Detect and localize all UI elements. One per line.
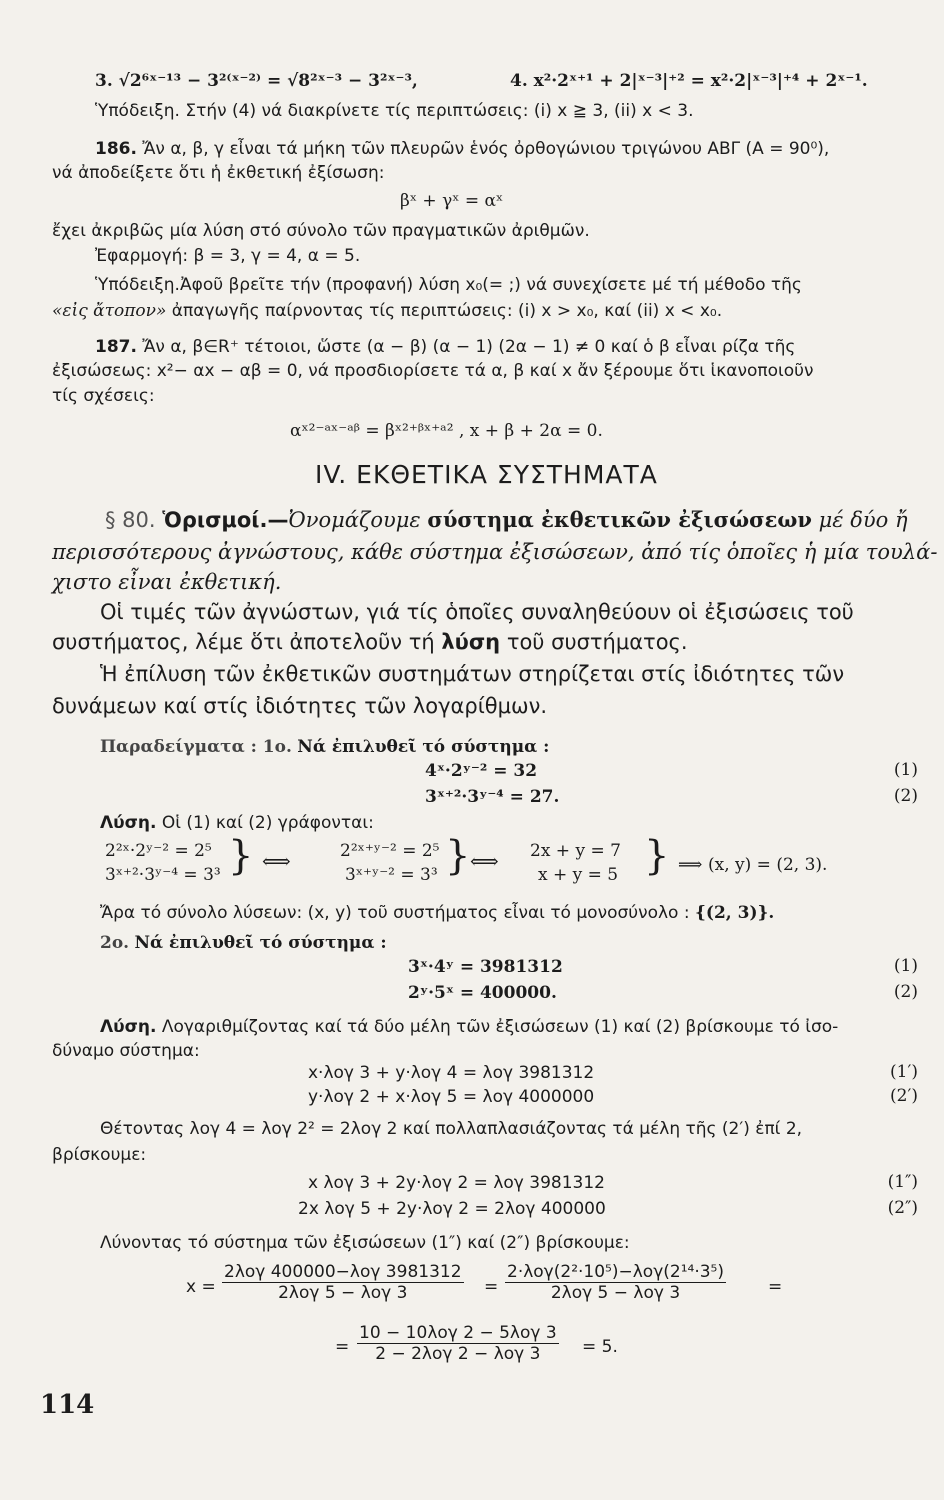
definition-term: σύστημα ἐκθετικῶν ἐξισώσεων xyxy=(427,507,812,532)
exercise-186-text: Ἄν α, β, γ εἶναι τά μήκη τῶν πλευρῶν ἑνός ὀρθογώνιου τριγώνου ΑΒΓ (Α = 90⁰), xyxy=(142,139,830,159)
exercise-187-text: Ἄν α, β∈R⁺ τέτοιοι, ὥστε (α − β) (α − 1) (2α − 1) ≠ 0 καί ὁ β εἶναι ρίζα τῆς xyxy=(142,337,796,357)
exercise-number: 186. xyxy=(95,139,137,159)
eq-tag-2-prime: (2′) xyxy=(890,1086,918,1106)
solution-text: Οἱ (1) καί (2) γράφονται: xyxy=(161,813,374,833)
page-number: 114 xyxy=(40,1390,95,1420)
exercise-187-line-1 xyxy=(95,336,795,358)
conclusion-text: Ἄρα τό σύνολο λύσεων: (x, y) τοῦ συστήματος εἶναι τό μονοσύνολο : xyxy=(100,903,690,923)
example-1-header xyxy=(100,736,549,758)
solution-label: Λύση. xyxy=(100,1017,157,1037)
fraction-2 xyxy=(505,1262,726,1303)
definition-heading: Ὁρισμοί.— xyxy=(162,508,289,532)
paragraph-3-line-2: δυνάμεων καί στίς ἰδιότητες τῶν λογαρίθμων. xyxy=(52,694,548,718)
right-brace: } xyxy=(644,833,670,879)
step-3b: x + y = 5 xyxy=(538,865,619,885)
fraction-2-numerator: 2·λογ(2²·10⁵)−λογ(2¹⁴·3⁵) xyxy=(507,1262,724,1282)
hint-text: Στήν (4) νά διακρίνετε τίς περιπτώσεις: (i) x ≧ 3, (ii) x < 3. xyxy=(185,101,694,121)
step-2b: 3ˣ⁺ʸ⁻² = 3³ xyxy=(345,865,438,885)
exercise-186-hint-2 xyxy=(52,300,722,322)
right-brace: } xyxy=(445,833,471,879)
example-2-eq-2: 2ʸ·5ˣ = 400000. xyxy=(408,983,557,1003)
hint-row-1 xyxy=(95,100,694,122)
step-1a: 2²ˣ·2ʸ⁻² = 2⁵ xyxy=(105,841,212,861)
equivalence-arrow-2: ⟺ xyxy=(470,849,499,873)
eq-tag-2-double-prime: (2″) xyxy=(887,1198,918,1218)
definition-text: μέ δύο ἤ xyxy=(818,508,908,532)
paragraph-3-line-1: Ἡ ἐπίλυση τῶν ἐκθετικῶν συστημάτων στηρίζεται στίς ἰδιότητες τῶν xyxy=(100,662,845,686)
fraction-3-denominator: 2 − 2λογ 2 − λογ 3 xyxy=(375,1344,541,1364)
example-2-header xyxy=(100,932,387,954)
solution-set: {(2, 3)}. xyxy=(694,903,775,923)
eq-tag-1: (1) xyxy=(893,760,918,780)
paragraph-2-line-1: Οἱ τιμές τῶν ἀγνώστων, γιά τίς ὁποῖες συναληθεύουν οἱ ἐξισώσεις τοῦ xyxy=(100,600,854,624)
substitution-line-1: Θέτοντας λογ 4 = λογ 2² = 2λογ 2 καί πολλαπλασιάζοντας τά μέλη τῆς (2′) ἐπί 2, xyxy=(100,1119,803,1139)
exercise-number: 187. xyxy=(95,337,137,357)
substitution-line-2: βρίσκουμε: xyxy=(52,1145,147,1165)
exercise-187-line-2: ἐξισώσεως: x²− αx − αβ = 0, νά προσδιορίσετε τά α, β καί x ἄν ξέρουμε ὅτι ἱκανοποιοῦν xyxy=(52,361,814,381)
log-eq-4: 2x λογ 5 + 2y·λογ 2 = 2λογ 400000 xyxy=(298,1199,606,1219)
definition-line-2: περισσότερους ἀγνώστους, κάθε σύστημα ἐξισώσεων, ἀπό τίς ὁποῖες ἡ μία τουλά- xyxy=(52,540,938,564)
implies-arrow: ⟹ xyxy=(678,855,703,875)
paragraph-mark: § 80. xyxy=(105,508,156,532)
equals-sign-1: = xyxy=(484,1277,499,1297)
paragraph-text: συστήματος, λέμε ὅτι ἀποτελοῦν τή xyxy=(52,630,435,654)
section-title: IV. ΕΚΘΕΤΙΚΑ ΣΥΣΤΗΜΑΤΑ xyxy=(315,460,658,489)
hint-text: ἀπαγωγῆς παίρνοντας τίς περιπτώσεις: (i) x > x₀, καί (ii) x < x₀. xyxy=(171,301,723,321)
step-2a: 2²ˣ⁺ʸ⁻² = 2⁵ xyxy=(340,841,440,861)
example-1-eq-1: 4ˣ·2ʸ⁻² = 32 xyxy=(425,761,538,781)
hint-label: Ὑπόδειξη. xyxy=(95,275,180,295)
example-1-solution xyxy=(100,812,374,834)
hint-italic: «εἰς ἄτοπον» xyxy=(52,301,167,321)
exercise-3: 3. √2⁶ˣ⁻¹³ − 3²⁽ˣ⁻²⁾ = √8²ˣ⁻³ − 3²ˣ⁻³, xyxy=(95,71,418,91)
fraction-1-denominator: 2λογ 5 − λογ 3 xyxy=(278,1283,408,1303)
fraction-1-numerator: 2λογ 400000−λογ 3981312 xyxy=(224,1262,462,1282)
log-eq-2: y·λογ 2 + x·λογ 5 = λογ 4000000 xyxy=(308,1087,595,1107)
eq-tag-1: (1) xyxy=(893,956,918,976)
exercise-186-application: Ἐφαρμογή: β = 3, γ = 4, α = 5. xyxy=(95,246,361,266)
eq-tag-1-prime: (1′) xyxy=(890,1062,918,1082)
log-eq-1: x·λογ 3 + y·λογ 4 = λογ 3981312 xyxy=(308,1063,595,1083)
exercise-186-line-2: νά ἀποδείξετε ὅτι ἡ ἐκθετική ἐξίσωση: xyxy=(52,163,385,183)
eq-tag-1-double-prime: (1″) xyxy=(887,1172,918,1192)
solution-term: λύση xyxy=(441,630,501,654)
log-eq-3: x λογ 3 + 2y·λογ 2 = λογ 3981312 xyxy=(308,1173,605,1193)
equals-sign-3: = xyxy=(335,1337,350,1357)
example-1-result: (x, y) = (2, 3). xyxy=(708,855,828,875)
definition-text: Ὀνομάζουμε xyxy=(288,508,421,532)
exercise-186-line-3: ἔχει ἀκριβῶς μία λύση στό σύνολο τῶν πραγματικῶν ἀριθμῶν. xyxy=(52,221,590,241)
definition-line-1 xyxy=(105,506,908,534)
fraction-2-denominator: 2λογ 5 − λογ 3 xyxy=(550,1283,681,1303)
exercise-187-line-3: τίς σχέσεις: xyxy=(52,386,155,406)
exercise-187-equation: αˣ²⁻ᵃˣ⁻ᵃᵝ = βˣ²⁺ᵝˣ⁺ᵃ² , x + β + 2α = 0. xyxy=(290,421,603,441)
equivalence-arrow-1: ⟺ xyxy=(262,849,291,873)
solving-line: Λύνοντας τό σύστημα τῶν ἐξισώσεων (1″) καί (2″) βρίσκουμε: xyxy=(100,1233,630,1253)
eq-tag-2: (2) xyxy=(893,786,918,806)
example-number: 2ο. xyxy=(100,933,130,953)
fraction-3 xyxy=(357,1323,559,1364)
hint-label: Ὑπόδειξη. xyxy=(95,101,180,121)
example-2-solution-line-2: δύναμο σύστημα: xyxy=(52,1041,200,1061)
fraction-3-numerator: 10 − 10λογ 2 − 5λογ 3 xyxy=(359,1323,557,1343)
final-result: = 5. xyxy=(582,1337,618,1357)
step-1b: 3ˣ⁺²·3ʸ⁻⁴ = 3³ xyxy=(105,865,221,885)
definition-line-3: χιστο εἶναι ἐκθετική. xyxy=(52,570,282,594)
solution-label: Λύση. xyxy=(100,813,157,833)
example-title: Νά ἐπιλυθεῖ τό σύστημα : xyxy=(297,737,550,757)
fraction-1 xyxy=(222,1262,464,1303)
right-brace: } xyxy=(228,833,254,879)
eq-tag-2: (2) xyxy=(893,982,918,1002)
step-3a: 2x + y = 7 xyxy=(530,841,621,861)
example-2-solution-line-1 xyxy=(100,1016,838,1038)
equals-sign-2: = xyxy=(768,1277,783,1297)
example-2-eq-1: 3ˣ·4ʸ = 3981312 xyxy=(408,957,563,977)
exercise-4: 4. x²·2ˣ⁺¹ + 2|ˣ⁻³|⁺² = x²·2|ˣ⁻³|⁺⁴ + 2ˣ⁻¹. xyxy=(510,71,868,91)
hint-text: Ἀφοῦ βρεῖτε τήν (προφανή) λύση x₀(= ;) νά συνεχίσετε μέ τή μέθοδο τῆς xyxy=(179,275,802,295)
example-1-eq-2: 3ˣ⁺²·3ʸ⁻⁴ = 27. xyxy=(425,787,560,807)
exercise-186-hint-1 xyxy=(95,274,802,296)
exercise-186-line-1 xyxy=(95,138,829,160)
example-1-conclusion xyxy=(100,902,774,924)
solution-text: Λογαριθμίζοντας καί τά δύο μέλη τῶν ἐξισώσεων (1) καί (2) βρίσκουμε τό ἰσο- xyxy=(161,1017,839,1037)
example-title: Νά ἐπιλυθεῖ τό σύστημα : xyxy=(134,933,387,953)
examples-label: Παραδείγματα : 1ο. xyxy=(100,737,292,757)
exercise-186-equation: βˣ + γˣ = αˣ xyxy=(400,191,504,211)
x-equals: x = xyxy=(186,1277,216,1297)
paragraph-text: τοῦ συστήματος. xyxy=(506,630,688,654)
paragraph-2-line-2 xyxy=(52,628,688,656)
